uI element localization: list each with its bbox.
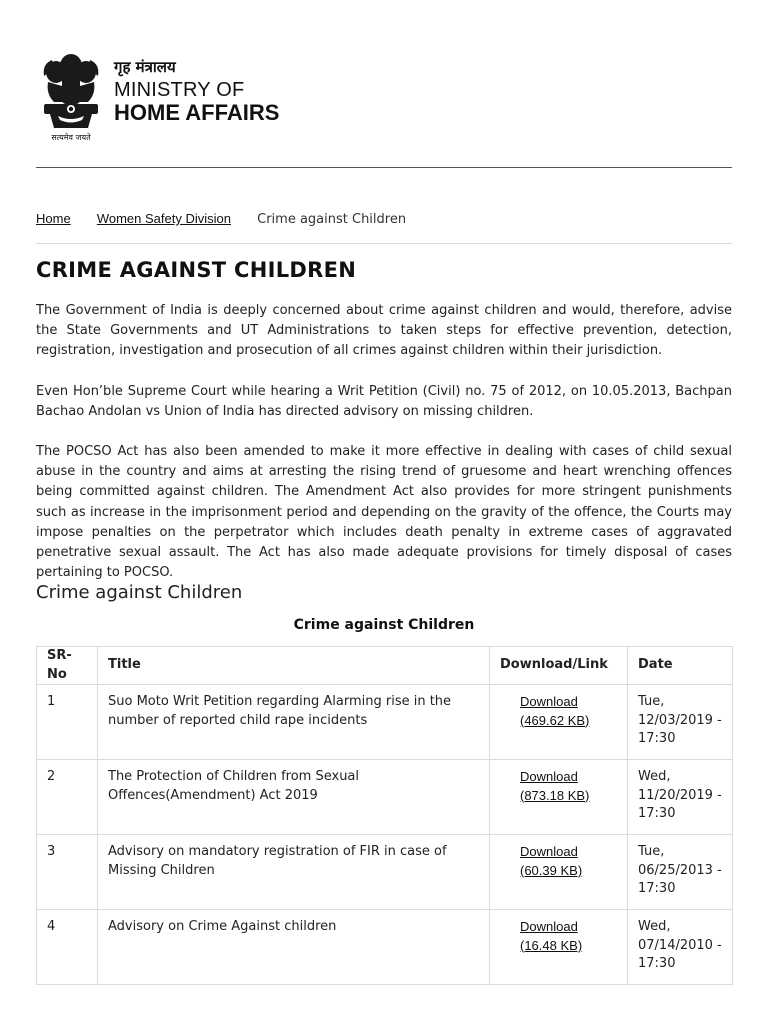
download-file-size: (469.62 KB) [520,712,590,728]
download-link-label: Download [520,694,578,709]
row-date [628,910,733,985]
pocso-paragraph: The POCSO Act has also been amended to make it more effective in dealing with cases of child sexual abuse in the country and aims at arresting the rising trend of gruesome and heart wrenching offences being committed against children. The Amendment Act also provides for more stringent punishments such as increase in the imprisonment period and depending on the gravity of the offence, the Courts may impose penalties on the perpetrator which includes death penalty in extreme cases of aggravated penetrative sexual assault. The Act has also made adequate provisions for timely disposal of cases pertaining to POCSO. [36,444,732,581]
row-title: The Protection of Children from Sexual Offences(Amendment) Act 2019 [98,760,490,835]
row-download-cell [490,685,628,760]
row-sr-no: 2 [37,760,98,835]
ministry-name-hindi: गृह मंत्रालय [114,58,176,76]
table-header-row [37,647,733,685]
breadcrumb [36,211,732,227]
breadcrumb-division-link[interactable]: Women Safety Division [96,211,231,226]
row-date-time: 17:30 [638,956,676,971]
ministry-name-line1: MINISTRY OF [114,79,245,101]
row-title: Suo Moto Writ Petition regarding Alarming rise in the number of reported child rape incidents [98,685,490,760]
row-sr-no: 4 [37,910,98,985]
download-link[interactable] [500,918,617,955]
documents-table [36,646,733,985]
row-date-time: 17:30 [638,731,676,746]
header-divider [36,167,732,168]
emblem-motto: सत्यमेव जयते [51,133,91,142]
row-date-value: 07/14/2010 - [638,937,722,953]
site-header [36,46,732,146]
download-link[interactable] [500,693,617,730]
row-date-value: 12/03/2019 - [638,712,722,728]
section-title: Crime against Children [36,582,243,603]
row-date-time: 17:30 [638,881,676,896]
intro-paragraph: The Government of India is deeply concerned about crime against children and would, therefore, advise the State Governments and UT Administrations to taken steps for effective prevention, detection, registration, investigation and prosecution of all crimes against children within their jurisdiction. [36,303,732,359]
row-title: Advisory on mandatory registration of FIR in case of Missing Children [98,835,490,910]
header-title: Title [98,647,490,685]
row-date-day: Tue, [638,694,665,709]
breadcrumb-current: Crime against Children [257,212,407,227]
table-row [37,835,733,910]
table-caption: Crime against Children [293,617,475,633]
breadcrumb-home-link[interactable]: Home [36,211,71,226]
row-date-value: 06/25/2013 - [638,862,722,878]
row-download-cell [490,760,628,835]
ministry-name[interactable] [114,58,279,125]
row-date-day: Tue, [638,844,665,859]
row-date-value: 11/20/2019 - [638,787,722,803]
header-sr-no: SR-No [37,647,98,685]
table-row [37,910,733,985]
download-link-label: Download [520,844,578,859]
download-file-size: (873.18 KB) [520,787,590,803]
header-date: Date [628,647,733,685]
breadcrumb-divider [36,243,732,244]
supreme-court-paragraph: Even Hon’ble Supreme Court while hearing a Writ Petition (Civil) no. 75 of 2012, on 10.05.2013, Bachpan Bachao Andolan vs Union of India has directed advisory on missing children. [36,384,732,420]
download-file-size: (16.48 KB) [520,937,583,953]
national-emblem-logo[interactable] [36,46,106,146]
download-link[interactable] [500,843,617,880]
row-date-day: Wed, [638,769,671,784]
row-date [628,835,733,910]
ministry-name-line2: HOME AFFAIRS [114,100,280,125]
download-link-label: Download [520,769,578,784]
row-title: Advisory on Crime Against children [98,910,490,985]
row-download-cell [490,835,628,910]
row-date-time: 17:30 [638,806,676,821]
table-row [37,760,733,835]
download-link-label: Download [520,919,578,934]
row-sr-no: 1 [37,685,98,760]
page-title: CRIME AGAINST CHILDREN [36,258,357,282]
header-download: Download/Link [490,647,628,685]
table-row [37,685,733,760]
row-date [628,760,733,835]
download-file-size: (60.39 KB) [520,862,583,878]
row-date [628,685,733,760]
row-date-day: Wed, [638,919,671,934]
row-download-cell [490,910,628,985]
national-emblem-icon [36,46,106,146]
download-link[interactable] [500,768,617,805]
row-sr-no: 3 [37,835,98,910]
